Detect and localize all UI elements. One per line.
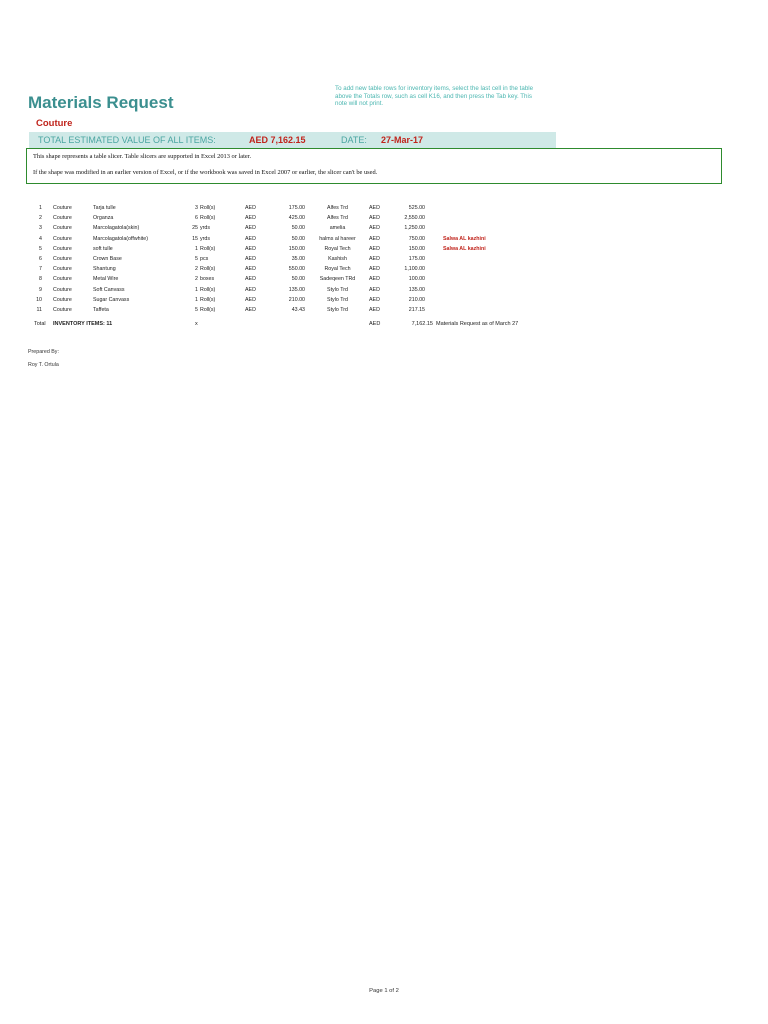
row-currency-total: AED	[369, 307, 380, 313]
row-unit: Roll(s)	[200, 245, 216, 252]
row-total: 1,250.00	[404, 225, 425, 232]
row-quantity: 3	[195, 205, 198, 211]
inventory-items-count: INVENTORY ITEMS: 11	[53, 321, 113, 327]
table-row	[0, 223, 768, 233]
row-number: 3	[39, 225, 42, 232]
row-category: Couture	[53, 225, 72, 232]
row-category: Couture	[53, 245, 72, 252]
prepared-by-name: Roy T. Ortula	[28, 362, 59, 368]
row-quantity: 6	[195, 215, 198, 222]
row-currency-total: AED	[369, 296, 380, 303]
row-category: Couture	[53, 296, 72, 303]
row-item: Marcolagatola(offwhite)	[93, 235, 148, 242]
row-currency: AED	[245, 205, 256, 211]
row-unit-price: 50.00	[291, 276, 305, 283]
row-unit: Roll(s)	[200, 205, 216, 211]
table-slicer-placeholder[interactable]	[26, 148, 722, 184]
row-category: Couture	[53, 307, 72, 313]
row-total: 175.00	[408, 256, 425, 262]
row-unit-price: 175.00	[288, 205, 305, 211]
row-total: 135.00	[408, 286, 425, 293]
row-currency: AED	[245, 286, 256, 293]
row-currency: AED	[245, 215, 256, 222]
date-value: 27-Mar-17	[381, 135, 424, 145]
row-number: 5	[39, 245, 42, 252]
row-supplier: amelia	[329, 225, 346, 232]
row-quantity: 1	[195, 296, 198, 303]
row-supplier: Stylo Trd	[327, 286, 348, 293]
date-label: DATE:	[341, 135, 367, 145]
row-supplier: halms al hareer	[319, 235, 356, 242]
row-unit-price: 210.00	[288, 296, 305, 303]
row-currency: AED	[245, 296, 256, 303]
row-item: Metal Wire	[93, 276, 119, 283]
page-title: Materials Request	[28, 93, 174, 112]
row-category: Couture	[53, 276, 72, 283]
table-row	[0, 285, 768, 295]
row-unit-price: 550.00	[288, 266, 305, 273]
row-total: 750.00	[408, 235, 425, 242]
row-item: Tarja tulle	[93, 205, 116, 211]
row-unit: Roll(s)	[200, 307, 216, 313]
totals-row	[0, 320, 768, 330]
row-number: 2	[39, 215, 42, 222]
row-note: Salwa AL kazhini	[443, 245, 486, 252]
row-quantity: 1	[195, 286, 198, 293]
row-supplier: Alfes Trd	[327, 205, 348, 211]
row-unit-price: 35.00	[291, 256, 305, 262]
table-note: To add new table rows for inventory items, select the last cell in the table above the Totals row, such as cell K16, and then press the Tab key. This note will not print.	[335, 85, 534, 108]
row-category: Couture	[53, 286, 72, 293]
row-supplier: Alfes Trd	[327, 215, 348, 222]
totals-x: x	[195, 321, 198, 327]
row-number: 4	[39, 235, 42, 242]
table-row	[0, 274, 768, 284]
row-unit: yrds	[200, 235, 211, 242]
row-total: 2,550.00	[404, 215, 425, 222]
page-subtitle: Couture	[36, 118, 73, 129]
row-supplier: Sadeqeen TRd	[319, 276, 356, 283]
slicer-message-1: This shape represents a table slicer. Table slicers are supported in Excel 2013 or later.	[33, 153, 252, 160]
row-total: 217.15	[408, 307, 425, 313]
row-item: Soft Canvass	[93, 286, 125, 293]
table-row	[0, 264, 768, 274]
row-note: Salwa AL kazhini	[443, 235, 486, 242]
row-category: Couture	[53, 235, 72, 242]
row-number: 1	[39, 205, 42, 211]
row-quantity: 2	[195, 276, 198, 283]
table-row	[0, 305, 768, 315]
row-total: 525.00	[408, 205, 425, 211]
row-item: Organza	[93, 215, 114, 222]
row-supplier: Stylo Trd	[327, 296, 348, 303]
row-quantity: 15	[192, 235, 198, 242]
row-unit: Roll(s)	[200, 266, 216, 273]
row-supplier: Royal Tech	[324, 266, 351, 273]
row-quantity: 2	[195, 266, 198, 273]
row-item: Crown Base	[93, 256, 122, 262]
row-unit: Roll(s)	[200, 286, 216, 293]
row-currency: AED	[245, 245, 256, 252]
row-total: 150.00	[408, 245, 425, 252]
row-unit: yrds	[200, 225, 211, 232]
row-unit: Roll(s)	[200, 215, 216, 222]
row-quantity: 25	[192, 225, 198, 232]
row-unit-price: 425.00	[288, 215, 305, 222]
row-unit: boxes	[200, 276, 215, 283]
row-currency-total: AED	[369, 286, 380, 293]
row-currency-total: AED	[369, 215, 380, 222]
summary-banner	[29, 132, 556, 148]
row-total: 100.00	[408, 276, 425, 283]
table-row	[0, 254, 768, 264]
row-currency-total: AED	[369, 266, 380, 273]
row-unit-price: 135.00	[288, 286, 305, 293]
row-currency-total: AED	[369, 205, 380, 211]
table-row	[0, 295, 768, 305]
totals-amount: 7,162.15	[411, 321, 433, 327]
row-number: 6	[39, 256, 42, 262]
table-row	[0, 234, 768, 244]
row-item: Sugar Canvass	[93, 296, 130, 303]
row-quantity: 5	[195, 307, 198, 313]
slicer-message-2: If the shape was modified in an earlier version of Excel, or if the workbook was saved in Excel 2007 or earlier, the slicer can't be used.	[33, 169, 378, 176]
page-number: Page 1 of 2	[369, 988, 399, 994]
row-supplier: Stylo Trd	[327, 307, 348, 313]
row-currency-total: AED	[369, 225, 380, 232]
row-supplier: Royal Tech	[324, 245, 351, 252]
total-value-label: TOTAL ESTIMATED VALUE OF ALL ITEMS:	[38, 135, 216, 145]
row-quantity: 5	[195, 256, 198, 262]
row-supplier: Kashish	[328, 256, 347, 262]
row-number: 9	[39, 286, 42, 293]
row-number: 8	[39, 276, 42, 283]
row-unit-price: 150.00	[288, 245, 305, 252]
row-category: Couture	[53, 215, 72, 222]
row-currency: AED	[245, 256, 256, 262]
row-quantity: 1	[195, 245, 198, 252]
totals-remark: Materials Request as of March 27	[436, 321, 519, 327]
row-number: 7	[39, 266, 42, 273]
row-total: 1,100.00	[404, 266, 425, 273]
row-currency: AED	[245, 276, 256, 283]
table-row	[0, 244, 768, 254]
row-currency-total: AED	[369, 245, 380, 252]
row-item: Shantung	[93, 266, 116, 273]
row-total: 210.00	[408, 296, 425, 303]
row-item: soft tulle	[93, 245, 113, 252]
row-item: Taffeta	[93, 307, 109, 313]
row-unit-price: 50.00	[291, 225, 305, 232]
row-currency: AED	[245, 235, 256, 242]
row-currency: AED	[245, 266, 256, 273]
row-currency: AED	[245, 307, 256, 313]
row-unit-price: 50.00	[291, 235, 305, 242]
row-item: Marcolagatola(skin)	[93, 225, 140, 232]
row-category: Couture	[53, 256, 72, 262]
row-number: 11	[36, 307, 42, 313]
row-currency-total: AED	[369, 235, 380, 242]
table-row	[0, 203, 768, 213]
row-category: Couture	[53, 205, 72, 211]
totals-label: Total	[34, 321, 46, 327]
row-currency: AED	[245, 225, 256, 232]
row-category: Couture	[53, 266, 72, 273]
row-unit-price: 43.43	[291, 307, 305, 313]
table-row	[0, 213, 768, 223]
row-unit: pcs	[200, 256, 209, 262]
row-unit: Roll(s)	[200, 296, 216, 303]
row-number: 10	[36, 296, 42, 303]
total-value: AED 7,162.15	[249, 135, 306, 145]
totals-currency: AED	[369, 321, 381, 327]
row-currency-total: AED	[369, 276, 380, 283]
row-currency-total: AED	[369, 256, 380, 262]
prepared-by-label: Prepared By:	[28, 349, 59, 355]
